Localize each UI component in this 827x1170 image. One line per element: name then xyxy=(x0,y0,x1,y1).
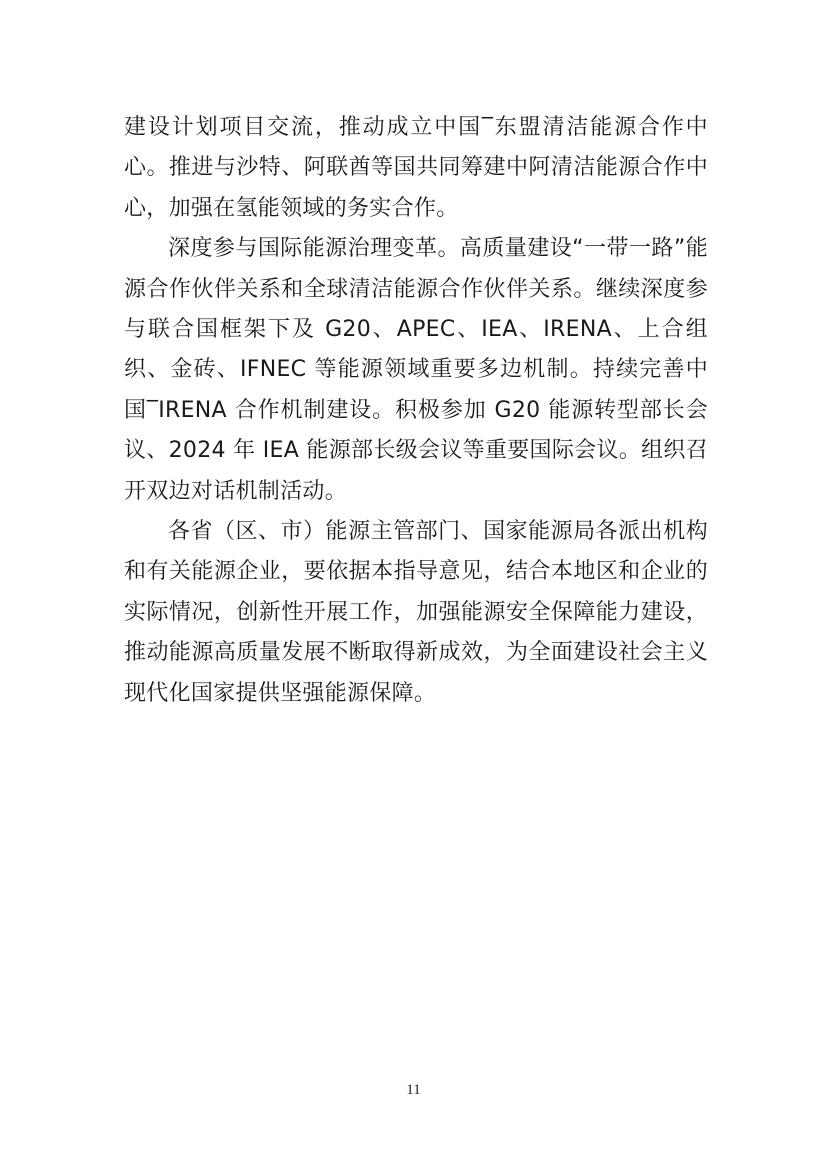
document-body xyxy=(124,108,708,714)
page-number: 11 xyxy=(406,1082,421,1098)
paragraph-closing: 各省（区、市）能源主管部门、国家能源局各派出机构和有关能源企业，要依据本指导意见，结合本地区和企业的实际情况，创新性开展工作，加强能源安全保障能力建设，推动能源高质量发展不断取得新成效，为全面建设社会主义现代化国家提供坚强能源保障。 xyxy=(124,519,708,706)
paragraph-continuation: 建设计划项目交流，推动成立中国‾东盟清洁能源合作中心。推进与沙特、阿联酋等国共同筹建中阿清洁能源合作中心，加强在氢能领域的务实合作。 xyxy=(124,115,708,221)
paragraph-energy-governance: 深度参与国际能源治理变革。高质量建设“一带一路”能源合作伙伴关系和全球清洁能源合作伙伴关系。继续深度参与联合国框架下及 G20、APEC、IEA、IRENA、上合组织、金砖、IFNEC 等能源领域重要多边机制。持续完善中国‾IRENA 合作机制建设。积极参加 G20 能源转型部长会议、2024 年 IEA 能源部长级会议等重要国际会议。组织召开双边对话机制活动。 xyxy=(124,236,708,504)
